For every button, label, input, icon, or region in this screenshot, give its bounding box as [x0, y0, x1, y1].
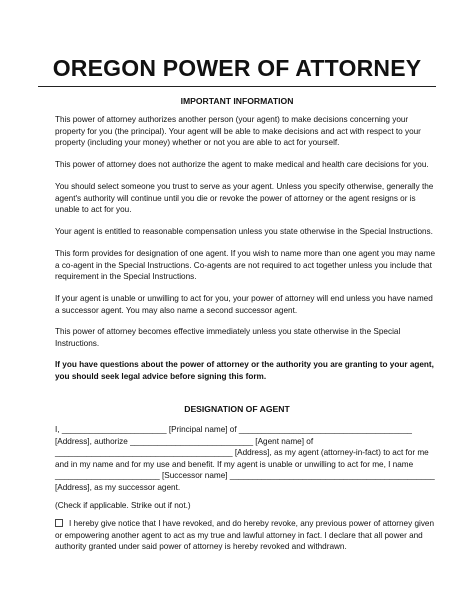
designation-line: _______________________________________ [Address], as my agent (attorney-in-fact) to act for me	[55, 448, 429, 457]
paragraph-6: If your agent is unable or unwilling to act for you, your power of attorney will end unless you have named a successor agent. You may also name a second successor agent.	[55, 294, 433, 315]
legal-advice-paragraph: If you have questions about the power of attorney or the authority you are granting to your agent, you should seek legal advice before signing this form.	[55, 360, 434, 381]
title-rule	[38, 86, 436, 87]
designation-line: _______________________ [Successor name] _____________________________________________	[55, 471, 435, 480]
revocation-checkbox[interactable]	[55, 519, 63, 527]
designation-line: [Address], as my successor agent.	[55, 482, 181, 492]
document-title: OREGON POWER OF ATTORNEY	[52, 55, 422, 81]
designation-line: I, _______________________ [Principal name] of ______________________________________	[55, 425, 412, 434]
paragraph-4: Your agent is entitled to reasonable compensation unless you state otherwise in the Special Instructions.	[55, 227, 433, 236]
paragraph-7: This power of attorney becomes effective immediately unless you state otherwise in the Special Instructions.	[55, 327, 401, 348]
paragraph-1: This power of attorney authorizes another person (your agent) to make decisions concerning your property for you (the principal). Your agent will be able to make decisions and act with respect to your property (including your money) whether or not you are able to act for yourself.	[55, 115, 421, 147]
paragraph-2: This power of attorney does not authorize the agent to make medical and health care decisions for you.	[55, 160, 429, 169]
paragraph-5: This form provides for designation of one agent. If you wish to name more than one agent you may name a co-agent in the Special Instructions. Co-agents are not required to act together unless you include that requirement in the Special Instructions.	[55, 249, 436, 281]
designation-line: [Address], authorize ___________________________ [Agent name] of	[55, 436, 314, 446]
revocation-block: I hereby give notice that I have revoked, and do hereby revoke, any previous power of attorney given or empowering another agent to act as my true and lawful attorney in fact. I declare that all power and authority granted under said power of attorney is hereby revoked and withdrawn.	[55, 519, 435, 551]
important-info-heading: IMPORTANT INFORMATION	[180, 96, 294, 106]
paragraph-3: You should select someone you trust to serve as your agent. Unless you specify otherwise, generally the agent's authority will continue until you die or revoke the power of attorney or the agent resigns or is unable to act for you.	[55, 182, 434, 214]
designation-block	[55, 424, 435, 493]
check-note: (Check if applicable. Strike out if not.)	[55, 501, 191, 510]
designation-line: and in my name and for my use and benefit. If my agent is unable or unwilling to act for me, I name	[55, 459, 414, 469]
designation-heading: DESIGNATION OF AGENT	[184, 404, 290, 414]
